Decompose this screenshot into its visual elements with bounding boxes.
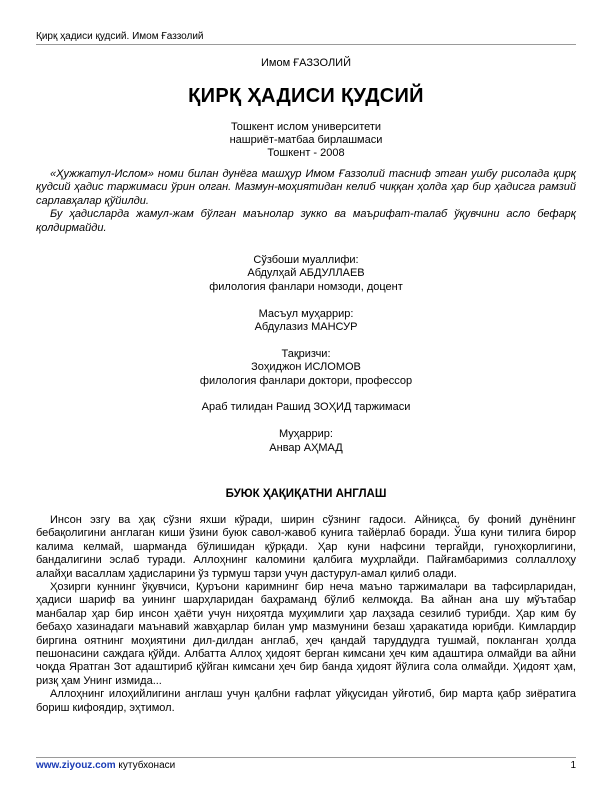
reviewer-degree: филология фанлари доктори, профессор [199,374,413,387]
body-text [36,514,576,715]
author-name: Имом ҒАЗЗОЛИЙ [260,57,351,69]
publication-place-year: Тошкент - 2008 [267,147,345,159]
editor-label: Масъул муҳаррир: [258,307,354,320]
translation-credit: Араб тилидан Рашид ЗОҲИД таржимаси [201,401,411,414]
foreword-degree: филология фанлари номзоди, доцент [209,280,403,293]
body-paragraph: Ҳозирги куннинг ўқувчиси, Қуръони каримнинг бир неча маъно таржималари ва тафсирларидан, ҳадиси шариф ва уининг шарҳларидан баҳраманд бўлиб келмоқда. Ва айнан ана шу мўътабар манбалар ҳар бир инсон ҳаёти учун ниҳоятда муҳимлиги ҳар лаҳзада сезилиб турибди. Ҳар ким бу бебаҳо хазинадаги маънавий жавҳарлар билан умр мазмунини безаш ҳаракатида юрибди. Кимлардир биргина оятнинг моҳиятини дил-дилдан англаб, ҳеч қандай таруддудга тушмай, покланган ҳолда пешонасини саждага қўйди. Албатта Аллоҳ ҳидоят берган кимсани ҳеч ким адаштира олмайди ва айни чоқда Яратган Зот адаштириб қўйган кимсани ҳеч бир банда ҳидоят йўлига сола олмайди. Ҳидоят ҳам, ризқ ҳам Унинг измида... [36,581,576,687]
publisher-line: Тошкент ислом университети [230,121,382,133]
publisher-block [36,121,576,160]
reviewer-label: Тақризчи: [281,347,331,360]
credits-block [36,254,576,455]
header-divider [36,44,576,45]
section-heading: БУЮК ҲАҚИҚАТНИ АНГЛАШ [225,488,387,500]
body-paragraph: Инсон эзгу ва ҳақ сўзни яхши кўради, ширин сўзнинг гадоси. Айниқса, бу фоний дунёнинг бебақолигини англаган киши ўзини буюк савол-жавоб кунига тайёрлаб боради. Ўша куни тилига бирор калима келмай, шарманда бўлишидан қўрқади. Ҳар куни нафсини тергайди, гуноҳкорлигини, бандалигини эслаб туради. Аллоҳнинг каломини қалбига муҳрлайди. Пайғамбаримиз соллаллоҳу алайҳи васаллам ҳадисларини ўз турмуш тарзи учун дастурул-амал қилиб олади. [36,514,576,580]
footer-divider [36,757,576,758]
redactor-name: Анвар АҲМАД [269,441,343,454]
page-number: 1 [570,760,576,771]
reviewer-name: Зоҳиджон ИСЛОМОВ [251,361,361,374]
library-label: кутубхонаси [115,760,176,771]
ziyouz-link[interactable]: www.ziyouz.com [36,760,116,771]
running-header: Қирқ ҳадиси қудсий. Имом Ғаззолий [36,31,204,42]
editor-name: Абдулазиз МАНСУР [254,321,358,334]
annotation-paragraphs [36,168,576,235]
foreword-author: Абдулҳай АБДУЛЛАЕВ [247,267,365,280]
book-title: ҚИРҚ ҲАДИСИ ҚУДСИЙ [188,85,424,107]
annotation-paragraph: «Ҳужжатул-Ислом» номи билан дунёга машҳур Имом Ғаззолий тасниф этган ушбу рисолада қирқ қудсий ҳадис таржимаси ўрин олган. Мазмун-моҳиятидан келиб чиққан ҳолда ҳар бир ҳадисга рамзий сарлавҳалар қўйилди. [36,168,576,207]
foreword-label: Сўзбоши муаллифи: [253,254,359,266]
annotation-paragraph: Бу ҳадисларда жамул-жам бўлган маънолар зукко ва маърифат-талаб ўқувчини асло бефарқ қолдирмайди. [36,208,576,234]
body-paragraph: Аллоҳнинг илоҳийлигини англаш учун қалбни ғафлат уйқусидан уйғотиб, бир марта қабр зиёратига бориш кифоядир, эҳтимол. [36,688,576,714]
redactor-label: Муҳаррир: [279,428,333,441]
publisher-line: нашриёт-матбаа бирлашмаси [229,134,383,146]
footer-source [36,760,175,771]
